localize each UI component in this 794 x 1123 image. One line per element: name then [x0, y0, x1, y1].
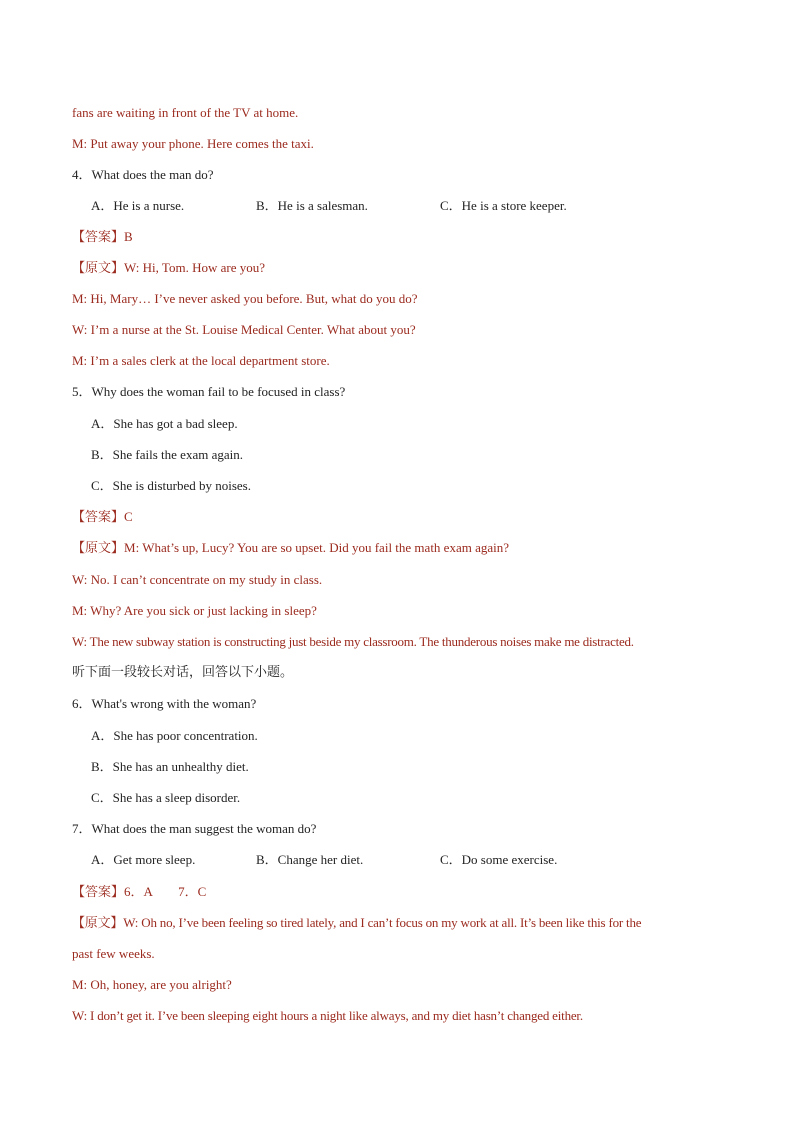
answer-tag: 【答案】: [72, 510, 125, 525]
answer-value: 6．A 7．C: [124, 884, 207, 899]
source-5: [72, 539, 734, 558]
option-a: A．He is a nurse.: [91, 198, 185, 213]
option-b: B．She has an unhealthy diet.: [91, 759, 249, 774]
source-tag: 【原文】: [72, 261, 125, 276]
answer-value: B: [124, 229, 133, 244]
transcript-line: M: What’s up, Lucy? You are so upset. Did you fail the math exam again?: [124, 540, 510, 555]
answer-4: [72, 228, 734, 247]
transcript-line: M: Oh, honey, are you alright?: [72, 977, 232, 992]
option-c: C．He is a store keeper.: [440, 198, 567, 213]
transcript-line: M: Put away your phone. Here comes the taxi.: [72, 136, 314, 151]
option-b: B．Change her diet.: [256, 852, 364, 867]
question-4: 4．What does the man do?: [72, 167, 214, 182]
option-a: A．She has poor concentration.: [91, 728, 258, 743]
section-instruction: 听下面一段较长对话，回答以下小题。: [72, 665, 294, 680]
transcript-line: W: I don’t get it. I’ve been sleeping eight hours a night like always, and my diet hasn’t changed either.: [72, 1008, 583, 1023]
question-5: 5．Why does the woman fail to be focused in class?: [72, 384, 346, 399]
option-a: A．She has got a bad sleep.: [91, 416, 238, 431]
transcript-line: W: Hi, Tom. How are you?: [124, 260, 265, 275]
answer-tag: 【答案】: [72, 885, 125, 900]
transcript-line: past few weeks.: [72, 946, 155, 961]
option-c: C．Do some exercise.: [440, 852, 558, 867]
option-b: B．She fails the exam again.: [91, 447, 243, 462]
transcript-line: W: No. I can’t concentrate on my study in class.: [72, 572, 323, 587]
answer-value: C: [124, 509, 133, 524]
source-6-7: [72, 914, 734, 933]
transcript-line: M: I’m a sales clerk at the local department store.: [72, 353, 330, 368]
answer-6-7: [72, 883, 734, 902]
transcript-line: M: Hi, Mary… I’ve never asked you before. But, what do you do?: [72, 291, 418, 306]
answer-tag: 【答案】: [72, 230, 125, 245]
transcript-line: W: I’m a nurse at the St. Louise Medical Center. What about you?: [72, 322, 416, 337]
answer-5: [72, 508, 734, 527]
source-tag: 【原文】: [72, 541, 125, 556]
option-c: C．She is disturbed by noises.: [91, 478, 251, 493]
option-b: B．He is a salesman.: [256, 198, 368, 213]
question-7: 7．What does the man suggest the woman do?: [72, 821, 317, 836]
transcript-line: M: Why? Are you sick or just lacking in sleep?: [72, 603, 317, 618]
option-c: C．She has a sleep disorder.: [91, 790, 241, 805]
source-4: [72, 259, 734, 278]
source-tag: 【原文】: [72, 916, 124, 931]
question-6: 6．What's wrong with the woman?: [72, 696, 257, 711]
transcript-line: W: Oh no, I’ve been feeling so tired lately, and I can’t focus on my work at all. It’s been like this for the: [123, 915, 642, 930]
transcript-line: W: The new subway station is constructing just beside my classroom. The thunderous noises make me distracted.: [72, 634, 634, 649]
option-a: A．Get more sleep.: [91, 852, 196, 867]
transcript-line: fans are waiting in front of the TV at home.: [72, 105, 299, 120]
